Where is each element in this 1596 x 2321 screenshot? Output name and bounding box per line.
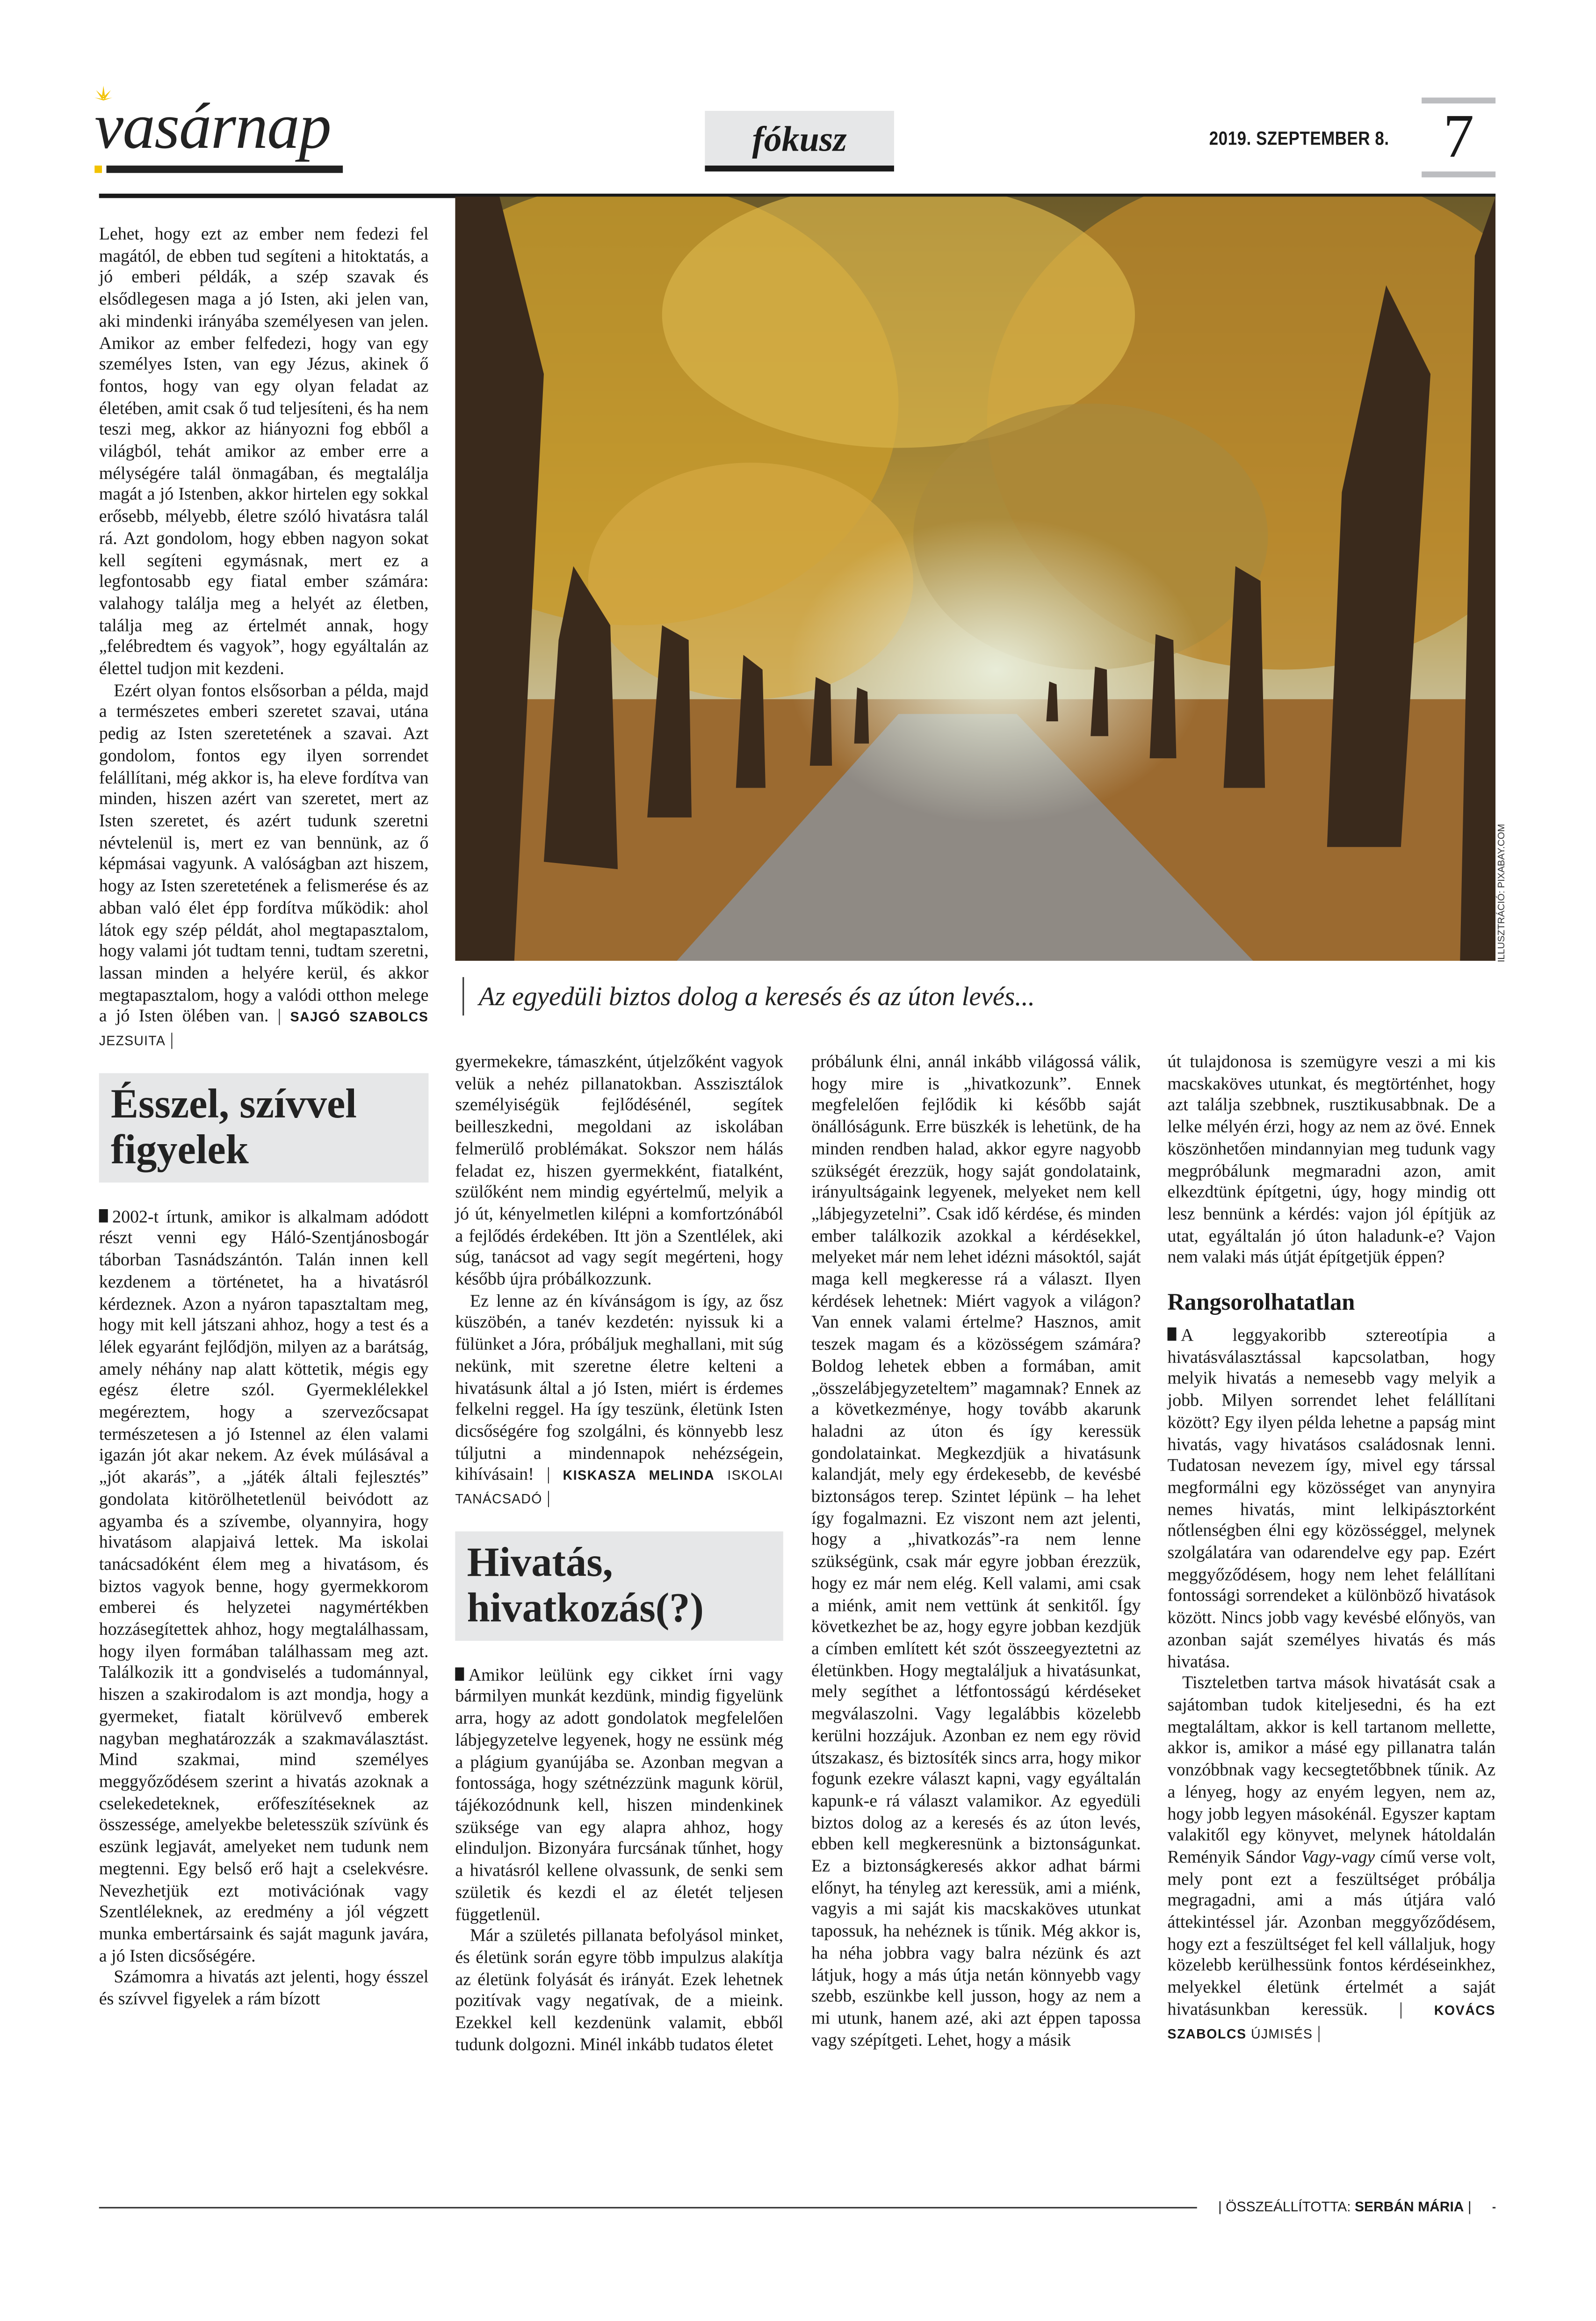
page-number-bar-top: [1422, 98, 1495, 104]
page-number-bar-bottom: [1422, 172, 1495, 178]
photo-caption: Az egyedüli biztos dolog a keresés és az úton levés...: [462, 977, 1498, 1015]
article3-body-col4: [1168, 1051, 1496, 2045]
compiled-by-label: ÖSSZEÁLLÍTOTTA:: [1226, 2199, 1351, 2216]
paragraph-text: Amikor leülünk egy cikket írni vagy bármilyen munkát kezdünk, mindig figyelünk arra, hogy az adott gondolatok megfelelően lábjegyzetelve legyenek, hogy ne essünk még a plágium gyanújába se. Azonban megvan a fontossága, hogy szétnézzünk magunk körül, tájékozódnunk kell, hiszen mindenkinek szüksége van egy alapra ahhoz, hogy elinduljon. Bizonyára furcsának tűnhet, hogy a hivatásról kellene olvassunk, de senki sem születik és kezdi el az életét teljesen függetlenül.: [455, 1664, 783, 1924]
paragraph-text: Ez lenne az én kívánságom is így, az ősz küszöbén, a tanév kezdetén: nyissuk ki a fülünket a Jóra, próbáljuk meghallani, mit súg nekünk, mit szeretne életre kelteni a hivatásunk által a jó Isten, miért is érdemes felkelni reggel. Ha így teszünk, életünk Isten dicsőségére fog szolgálni, és könnyebb lesz túljutni a mindennapok nehézségein, kihívásain!: [455, 1290, 783, 1485]
paragraph-text: 2002-t írtunk, amikor is alkalmam adódott részt venni egy Háló-Szentjánosbogár táborban Tasnádszántón. Talán innen kell kezdenem a történetet, ha a hivatásról kérdeznek. Azon a nyáron tapasztaltam meg, hogy mit kell játszani ahhoz, hogy a test és a lélek egyaránt fejlődjön, milyen az a barátság, amely néhány nap alatt köttetik, mégis egy egész életre szól. Gyermeklélekkel megéreztem, hogy a szervezőcsapat természetesen a jó Istennel az élen valami igazán jót akar nekem. Az évek múlásával a „jót akarás”, a „játék általi fejlesztés” gondolata kitörölhetetlenül beivódott az agyamba és a szívembe, olyannyira, hogy hivatásom alapjaivá lettek. Ma iskolai tanácsadóként élem meg a hivatásom, és biztos vagyok benne, hogy gyermekkorom emberei és helyzetei nagymértékben hozzásegítettek ahhoz, hogy megtalálhassam, hogy ilyen formában találhassam meg azt. Találkozik itt a gondviselés a tudománnyal, hiszen a szakirodalom is azt mondja, hogy a gyermeket, fiatalt körülvevő emberek nagyban meghatározzák a szakmaválasztást. Mind szakmai, mind személyes meggyőződésem szerint a hivatás azoknak a cselekedeteknek, erőfeszítéseknek az összessége, amelyekbe beletesszük szívünk és eszünk legjavát, amelyeket nem tudunk nem megtenni. Egy belső erő hajt a cselekvésre. Nevezhetjük ezt motivációnak vagy Szentléleknek, az eredmény a jól végzett munka embertársaink és saját magunk javára, a jó Isten dicsőségére.: [99, 1205, 429, 1966]
author-role: JEZSUITA: [99, 1033, 166, 1048]
author-name: SAJGÓ SZABOLCS: [290, 1010, 429, 1025]
compiled-by: | ÖSSZEÁLLÍTOTTA: SERBÁN MÁRIA |: [1197, 2197, 1493, 2220]
paragraph: [455, 1664, 783, 1925]
poem-title: Vagy-vagy: [1301, 1846, 1375, 1867]
photo-credit: [1497, 805, 1517, 962]
paragraph-marker-icon: [1168, 1327, 1177, 1341]
article2-body-col2: [455, 1051, 783, 1510]
author-name: KISKASZA MELINDA: [563, 1468, 715, 1483]
article2-headline: Ésszel, szívvel figyelek: [99, 1073, 429, 1182]
logo-text: vasárnap: [94, 90, 331, 163]
article3-body-col2: [455, 1664, 783, 2055]
article3-body-col3: [811, 1051, 1141, 2051]
paragraph-text: Tiszteletben tartva mások hivatását csak a sajátomban tudok kiteljesedni, és ha ezt megtaláltam, akkor is kell tartanom mellette, akkor is, amikor a másé egy pillanatra talán vonzóbbnak vagy kecsegtetőbbnek tűnik. Az a lényeg, hogy az enyém legyen, nem az, hogy jobb legyen másokénál. Egyszer kaptam valakitől egy könyvet, melynek hátoldalán Reményik Sándor: [1167, 1672, 1496, 1867]
paragraph: Ez lenne az én kívánságom is így, az ősz küszöbén, a tanév kezdetén: nyissuk ki a fülünket a Jóra, próbáljuk meghallani, mit súg nekünk, mit szeretne életre kelteni a hivatásunk által a jó Isten, miért is érdemes felkelni reggel. Ha így teszünk, életünk Isten dicsőségére fog szolgálni, és könnyebb lesz túljutni a mindennapok nehézségein, kihívásain! | KISKASZA MELINDA ISKOLAI TANÁCSADÓ |: [455, 1290, 783, 1508]
author-role: ISKOLAI TANÁCSADÓ: [455, 1468, 783, 1507]
paragraph: próbálunk élni, annál inkább világossá válik, hogy mire is „hivatkozunk”. Ennek megfelelően fejlődik ki később saját önállóságunk. Erre büszkék is lehetünk, de ha minden rendben halad, akkor egyre nagyobb szükségét érezzük, hogy saját gondolataink, irányultságaink legyenek, melyeket nem kell „lábjegyzetelni”. Csak idő kérdése, és minden ember találkozik azokkal a kérdésekkel, melyeket már nem lehet idézni másoktól, saját maga kell megkeresse rá a választ. Ilyen kérdések lehetnek: Miért vagyok a világon? Van ennek valami értelme? Hasznos, amit teszek magam és a közösségem számára? Boldog lehetek ebben a formában, amit „összelábjegyzeteltem” magamnak? Ennek az a következménye, hogy tovább akarunk haladni az úton és így keressük gondolatainkat. Megkezdjük a hivatásunk kalandját, mely egy érdekesebb, de kevésbé biztonságos terep. Szintet lépünk – ha lehet így fogalmazni. Ez viszont nem azt jelenti, hogy a „hivatkozás”-ra nem lenne szükségünk, csak már egyre jobban érezzük, hogy ez már nem elég. Kell valami, ami csak a miénk, amit nem vettünk át senkitől. Így következhet be az, hogy egyre jobban kezdjük a címben említett két szót összeegyeztetni az életünkben. Hogy megtaláljuk a hivatásunkat, mely segíthet a létfontosságú kérdéseket megválaszolni. Vagy legalábbis közelebb kerülni hozzájuk. Azonban ez nem egy rövid útszakasz, és biztosíték sincs arra, hogy mikor fogunk ezekre választ kapni, vagy egyáltalán kapunk-e rá választ valamikor. Az egyedüli biztos dolog az a keresés és az úton levés, ebben kell megkeresnünk a biztonságunkat. Ez a biztonságkeresés akkor adhat bármi előnyt, ha tényleg azt keressük, ami a miénk, vagyis a mi saját kis macskaköves utunkat tapossuk, ha nehéznek is tűnik. Még akkor is, ha néha jobbra vagy balra nézünk és azt látjuk, hogy a más útja netán könnyebb vagy szebb, eszünkbe kell jusson, hogy az nem a mi utunk, hanem azé, aki azt éppen tapossa vagy szépítgeti. Lehet, hogy a másik: [811, 1051, 1141, 2050]
paragraph: [99, 1206, 429, 1966]
paragraph: út tulajdonosa is szemügyre veszi a mi kis macskaköves utunkat, és megtörténhet, hogy azt találja szebbnek, rusztikusabbnak. De a lelke mélyén érzi, hogy az nem az övé. Ennek köszönhetően mindannyian meg tudunk vagy megpróbálunk megmaradni azon, amit elkezdtünk építgetni, úgy, hogy mindig ott lesz bennünk a kérdés: vajon jól építjük az utat, egyáltalán jó úton haladunk-e? Vajon nem valaki más útját építgetjük éppen?: [1167, 1051, 1496, 1268]
paragraph-marker-icon: [99, 1209, 108, 1222]
column-1: [99, 223, 429, 2010]
paragraph: Tiszteletben tartva mások hivatását csak a sajátomban tudok kiteljesedni, és ha ezt megtaláltam, akkor is kell tartanom mellette, akkor is, amikor a másé egy pillanatra talán vonzóbbnak vagy kecsegtetőbbnek tűnik. Az a lényeg, hogy az enyém legyen, nem az, hogy jobb legyen másokénál. Egyszer kaptam valakitől egy könyvet, melynek hátoldalán Reményik Sándor Vagy-vagy című verse volt, mely pont ezt a feszültséget próbálja megragadni, ami a más útjára való áttekintéssel jár. Azonban meggyőződésem, hogy ezt a feszültséget fel kell vállaljuk, hogy közelebb kerülhessünk fontos kérdéseinkhez, melyekkel életünk értelmét a saját hivatásunkban keressük. | KOVÁCS SZABOLCS ÚJMISÉS |: [1167, 1672, 1496, 2042]
subheading: Rangsorolhatatlan: [1167, 1290, 1355, 1316]
compiled-by-name: SERBÁN MÁRIA: [1354, 2199, 1464, 2216]
section-label: fókusz: [705, 111, 894, 172]
paragraph: [1168, 1325, 1496, 1672]
paragraph: Számomra a hivatás azt jelenti, hogy ésszel és szívvel figyelek a rám bízott: [99, 1966, 429, 2009]
column-2: [455, 1051, 783, 2055]
logo-underline: [107, 166, 343, 173]
paragraph-text: A leggyakoribb sztereotípia a hivatásválasztással kapcsolatban, hogy melyik hivatás a nemesebb vagy melyik a jobb. Milyen sorrendet lehet felállítani között? Egy ilyen példa lehetne a papság mint hivatás, vagy hivatásos családosnak lenni. Tudatosan nevezem így, mivel egy társsal megformálni egy közösséget van anynyira nemes hivatás, mint lelkipásztorként nőtlenségben élni egy közösséggel, melynek szolgálatára van odarendelve egy pap. Ezért meggyőződésem, hogy nem lehet felállítani fontossági sorrendeket a különböző hivatások között. Nincs jobb vagy kevésbé előnyös, van azonban saját személyes hivatás és más hivatása.: [1167, 1324, 1496, 1671]
paragraph: Lehet, hogy ezt az ember nem fedezi fel magától, de ebben tud segíteni a hitoktatás, a jó emberi példák, a szép szavak és elsődlegesen maga a jó Isten, aki jelen van, aki mindenki irányába személyesen van jelen. Amikor az ember felfedezi, hogy van egy személyes Isten, van egy Jézus, akinek ő fontos, hogy van egy olyan feladat az életében, amit csak ő tud teljesíteni, és ha nem teszi meg, akkor az hiányozni fog ebből a világból, tehát amikor az ember erre a mélységére talál önmagában, és megtalálja magát a jó Istenben, akkor hirtelen egy sokkal erősebb, mélyebb, életre szóló hivatásra talál rá. Azt gondolom, hogy ebben nagyon sokat kell segíteni egymásnak, mert ez a legfontosabb egy fiatal ember számára: valahogy találja meg a helyét az életben, találja meg az értelmét annak, hogy „felébredtem és vagyok”, hogy egyáltalán az élettel tudjon mit kezdeni.: [99, 223, 429, 679]
page-number: 7: [1443, 103, 1474, 172]
photo-credit-text: ILLUSZTRÁCIÓ: PIXABAY.COM: [1497, 824, 1508, 963]
article1-body: [99, 223, 429, 1052]
paragraph: gyermekekre, támaszként, útjelzőként vagyok velük a nehéz pillanatokban. Asszisztálok személyiségük fejlődésénél, segítek beilleszkedni, megoldani az iskolában felmerülő problémákat. Sokszor nem hálás feladat ez, hiszen gyermekként, fiatalként, szülőként nem mindig egyértelmű, melyik a jó út, kényelmetlen kilépni a komfortzónából a fejlődés érdekében. Itt jön a Szentlélek, aki súg, tanácsot ad vagy segít megérteni, hogy később újra próbálkozzunk.: [455, 1051, 783, 1289]
paragraph-marker-icon: [455, 1667, 464, 1680]
paragraph-text: Ezért olyan fontos elsősorban a példa, majd a természetes emberi szeretet szavai, utána pedig az Isten szeretetének a szavai. Azt gondolom, fontos egy ilyen sorrendet felállítani, még akkor is, ha eleve fordítva van minden, hiszen azért van szeretet, mert az Isten szeretet, és azért tudunk szeretni névtelenül is, mert ez van bennünk, az ő képmásai vagyunk. A valóságban azt hiszem, hogy az Isten szeretetének a felismerése és az abban való élet épp fordítva működik: ahol látok egy szép példát, ahol megtapasztalom, hogy valami jót tudtam tenni, tudtam szeretni, lassan minden a helyére kerül, és akkor megtapasztalom, hogy a valódi otthon melege a jó Isten ölében van.: [99, 679, 429, 1027]
paragraph: Már a születés pillanata befolyásol minket, és életünk során egyre több impulzus alakítja az életünk folyását és irányát. Ezek lehetnek pozitívak vagy negatívak, de a mieink. Ezekkel kell kezdenünk valamit, ebből tudunk dolgozni. Minél inkább tudatos életet: [455, 1925, 783, 2054]
autumn-alley-photo: [455, 196, 1495, 961]
article2-body-col1: [99, 1206, 429, 2010]
article3-headline: Hivatás, hivatkozás(?): [455, 1531, 783, 1640]
masthead-logo: [94, 92, 349, 181]
author-role: ÚJMISÉS: [1251, 2026, 1313, 2041]
logo-accent: [94, 166, 102, 173]
issue-date: 2019. SZEPTEMBER 8.: [1209, 127, 1389, 150]
paragraph: Ezért olyan fontos elsősorban a példa, majd a természetes emberi szeretet szavai, utána pedig az Isten szeretetének a szavai. Azt gondolom, fontos egy ilyen sorrendet felállítani, még akkor is, ha eleve fordítva van minden, hiszen azért van szeretet, mert az Isten szeretet, és azért tudunk szeretni névtelenül is, mert ez van bennünk, az ő képmásai vagyunk. A valóságban azt hiszem, hogy az Isten szeretetének a felismerése és az abban való élet épp fordítva működik: ahol látok egy szép példát, ahol megtapasztalom, hogy valami jót tudtam tenni, tudtam szeretni, lassan minden a helyére kerül, és akkor megtapasztalom, hogy a valódi otthon melege a jó Isten ölében van. | SAJGÓ SZABOLCS JEZSUITA |: [99, 679, 429, 1050]
author-name: KOVÁCS SZABOLCS: [1167, 2002, 1496, 2041]
paragraph-text: című verse volt, mely pont ezt a feszültséget próbálja megragadni, ami a más útjára való áttekintéssel jár. Azonban meggyőződésem, hogy ezt a feszültséget fel kell vállaljuk, hogy közelebb kerülhessünk fontos kérdéseinkhez, melyekkel életünk értelmét a saját hivatásunkban keressük.: [1167, 1846, 1496, 2019]
